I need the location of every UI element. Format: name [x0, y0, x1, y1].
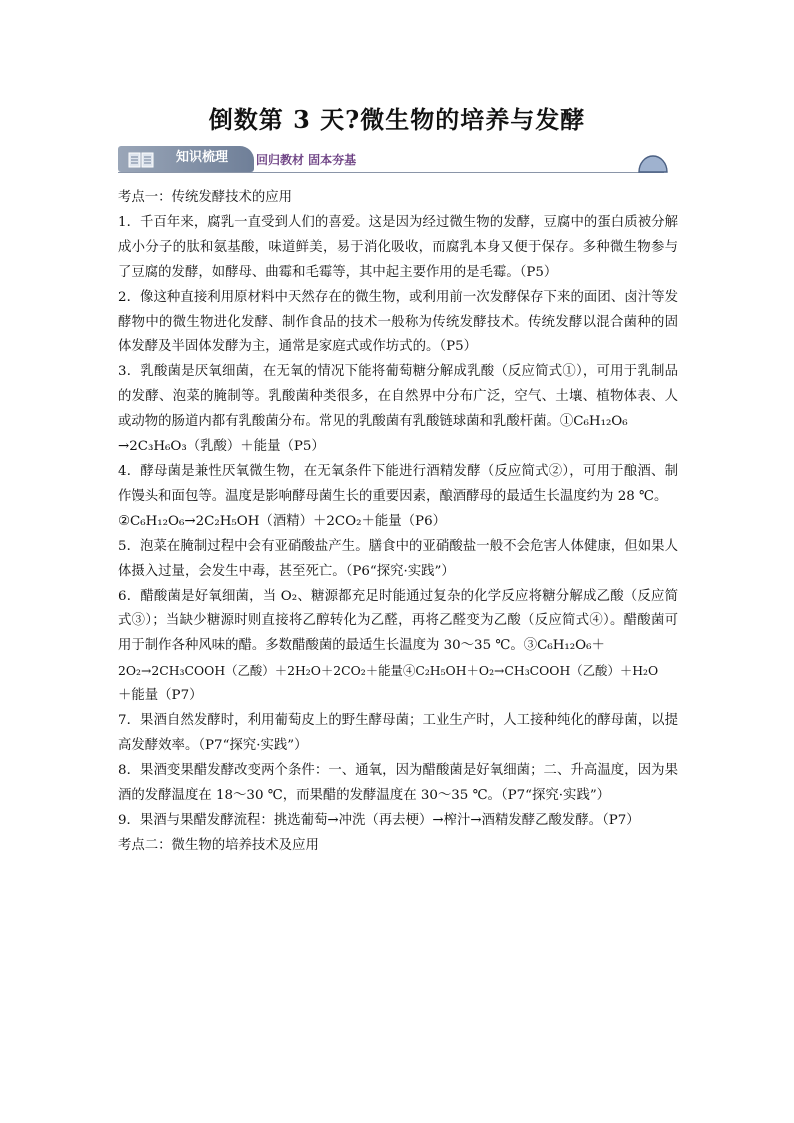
book-icon — [128, 152, 154, 168]
dome-icon — [638, 154, 668, 173]
equation-2: ②C₆H₁₂O₆→2C₂H₅OH（酒精）＋2CO₂＋能量（P6） — [118, 513, 446, 529]
list-item: 8．果酒变果醋发酵改变两个条件：一、通氧，因为醋酸菌是好氧细菌；二、升高温度，因为果酒的发酵温度在 18～30 ℃，而果醋的发酵温度在 30～35 ℃。（P7“探究·实践”） — [118, 762, 678, 803]
section-banner — [118, 142, 678, 178]
item-text: 6．醋酸菌是好氧细菌，当 O₂、糖源都充足时能通过复杂的化学反应将糖分解成乙酸（反应简式③）；当缺少糖源时则直接将乙醇转化为乙醛，再将乙醛变为乙酸（反应简式④）。醋酸菌可用于制作各种风味的醋。多数醋酸菌的最适生长温度为 30～35 ℃。 — [118, 588, 678, 654]
section-heading-1: 考点一：传统发酵技术的应用 — [118, 190, 293, 205]
equation-3b: 2O₂→2CH₃COOH（乙酸）＋2H₂O＋2CO₂＋能量④C₂H₅OH＋O₂→CH₃COOH（乙酸）＋H₂O — [118, 663, 659, 679]
item-text: 3．乳酸菌是厌氧细菌，在无氧的情况下能将葡萄糖分解成乳酸（反应简式①），可用于乳制品的发酵、泡菜的腌制等。乳酸菌种类很多，在自然界中分布广泛，空气、土壤、植物体表、人或动物的肠道内都有乳酸菌分布。常见的乳酸菌有乳酸链球菌和乳酸杆菌。 — [118, 364, 678, 430]
banner-rule — [118, 172, 664, 173]
equation-1b: →2C₃H₆O₃（乳酸）＋能量（P5） — [118, 439, 325, 455]
list-item — [118, 360, 678, 435]
page-title: 倒数第 3 天?微生物的培养与发酵 — [208, 105, 586, 134]
section-heading-2: 考点二：微生物的培养技术及应用 — [118, 837, 319, 853]
banner-subtitle: 回归教材 固本夯基 — [256, 153, 357, 167]
list-item: 4．酵母菌是兼性厌氧微生物，在无氧条件下能进行酒精发酵（反应简式②），可用于酿酒、制作馒头和面包等。温度是影响酵母菌生长的重要因素，酿酒酵母的最适生长温度约为 28 ℃。 — [118, 463, 678, 504]
list-item: 9．果酒与果醋发酵流程：挑选葡萄→冲洗（再去梗）→榨汁→酒精发酵乙酸发酵。（P7） — [118, 812, 640, 828]
equation-3a: ③C₆H₁₂O₆＋ — [523, 638, 605, 654]
list-item — [118, 585, 678, 660]
banner-tag: 知识梳理 — [176, 150, 229, 165]
content-body — [118, 186, 678, 858]
equation-3c: ＋能量（P7） — [118, 688, 203, 704]
list-item: 7．果酒自然发酵时，利用葡萄皮上的野生酵母菌；工业生产时，人工接种纯化的酵母菌，以提高发酵效率。（P7“探究·实践”） — [118, 713, 678, 753]
list-item: 2．像这种直接利用原材料中天然存在的微生物，或利用前一次发酵保存下来的面团、卤汁等发酵物中的微生物进化发酵、制作食品的技术一般称为传统发酵技术。传统发酵以混合菌种的固体发酵及半固体发酵为主，通常是家庭式或作坊式的。（P5） — [118, 289, 678, 355]
equation-1a: ①C₆H₁₂O₆ — [559, 414, 628, 430]
list-item: 1．千百年来，腐乳一直受到人们的喜爱。这是因为经过微生物的发酵，豆腐中的蛋白质被分解成小分子的肽和氨基酸，味道鲜美，易于消化吸收，而腐乳本身又便于保存。多种微生物参与了豆腐的发酵，如酵母、曲霉和毛霉等，其中起主要作用的是毛霉。（P5） — [118, 214, 678, 280]
list-item: 5．泡菜在腌制过程中会有亚硝酸盐产生。膳食中的亚硝酸盐一般不会危害人体健康，但如果人体摄入过量，会发生中毒，甚至死亡。（P6“探究·实践”） — [118, 538, 678, 579]
